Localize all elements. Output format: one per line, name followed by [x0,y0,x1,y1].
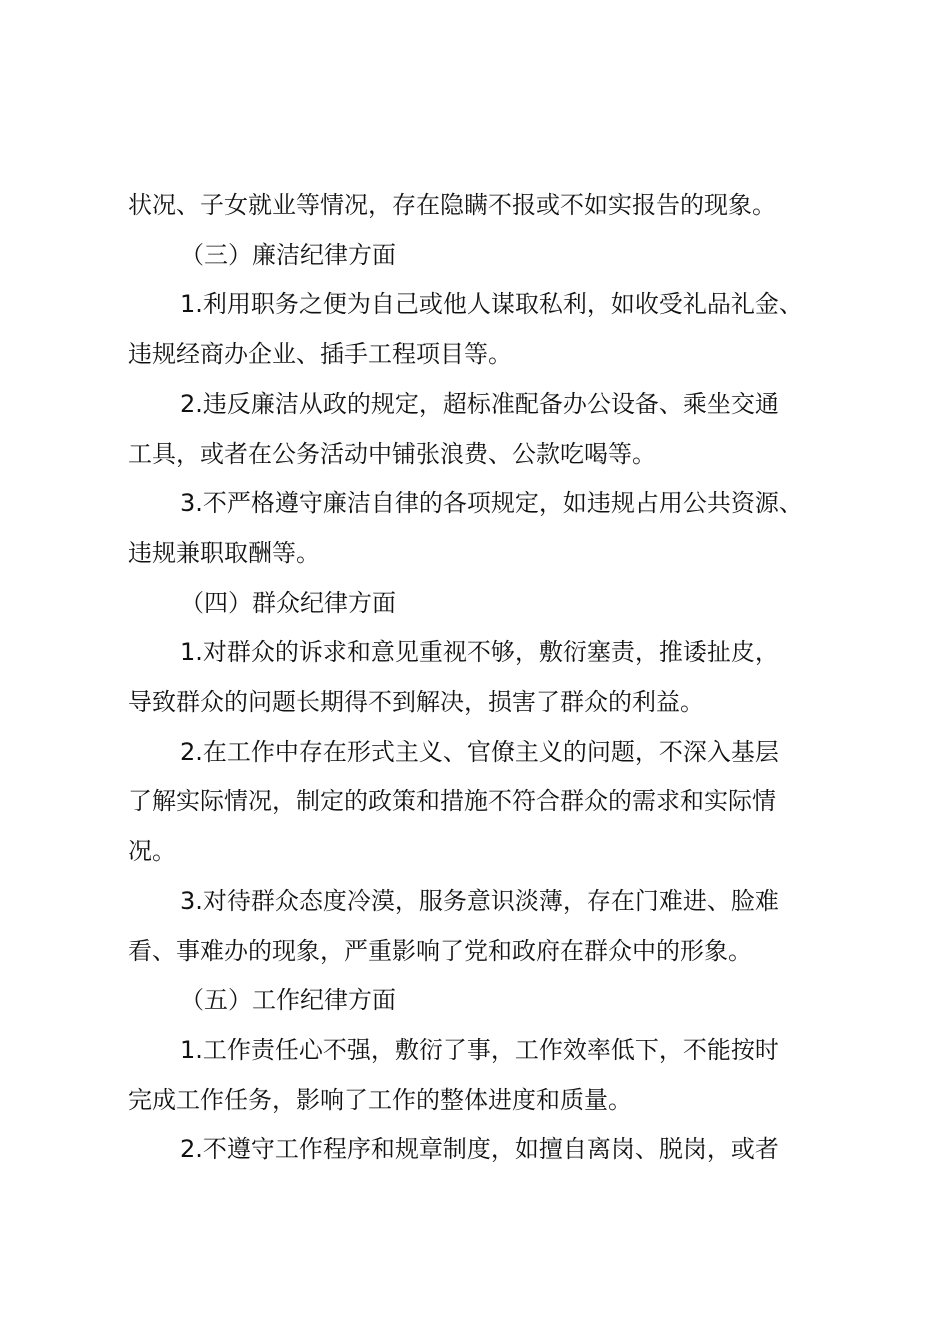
section-heading: （三）廉洁纪律方面 [180,240,396,269]
text-line: 2.在工作中存在形式主义、官僚主义的问题，不深入基层 [180,737,779,766]
text-line: 1.工作责任心不强，敷衍了事，工作效率低下，不能按时 [180,1035,779,1064]
text-line: 违规兼职取酬等。 [128,538,320,567]
text-line: 1.利用职务之便为自己或他人谋取私利，如收受礼品礼金、 [180,290,803,319]
section-heading: （四）群众纪律方面 [180,588,396,617]
document-body [128,181,842,1175]
text-line: 工具，或者在公务活动中铺张浪费、公款吃喝等。 [128,439,656,468]
text-line: 2.不遵守工作程序和规章制度，如擅自离岗、脱岗，或者 [180,1135,779,1164]
section-heading: （五）工作纪律方面 [180,986,396,1015]
text-line: 导致群众的问题长期得不到解决，损害了群众的利益。 [128,688,704,717]
text-line: 3.不严格遵守廉洁自律的各项规定，如违规占用公共资源、 [180,489,803,518]
text-line: 违规经商办企业、插手工程项目等。 [128,340,512,369]
text-line: 2.违反廉洁从政的规定，超标准配备办公设备、乘坐交通 [180,389,779,418]
text-line: 3.对待群众态度冷漠，服务意识淡薄，存在门难进、脸难 [180,886,779,915]
text-line: 完成工作任务，影响了工作的整体进度和质量。 [128,1085,632,1114]
text-line: 况。 [128,837,176,866]
text-line: 看、事难办的现象，严重影响了党和政府在群众中的形象。 [128,936,752,965]
text-line: 1.对群众的诉求和意见重视不够，敷衍塞责，推诿扯皮， [180,638,779,667]
text-line: 状况、子女就业等情况，存在隐瞒不报或不如实报告的现象。 [128,191,776,219]
text-line: 了解实际情况，制定的政策和措施不符合群众的需求和实际情 [128,787,776,816]
